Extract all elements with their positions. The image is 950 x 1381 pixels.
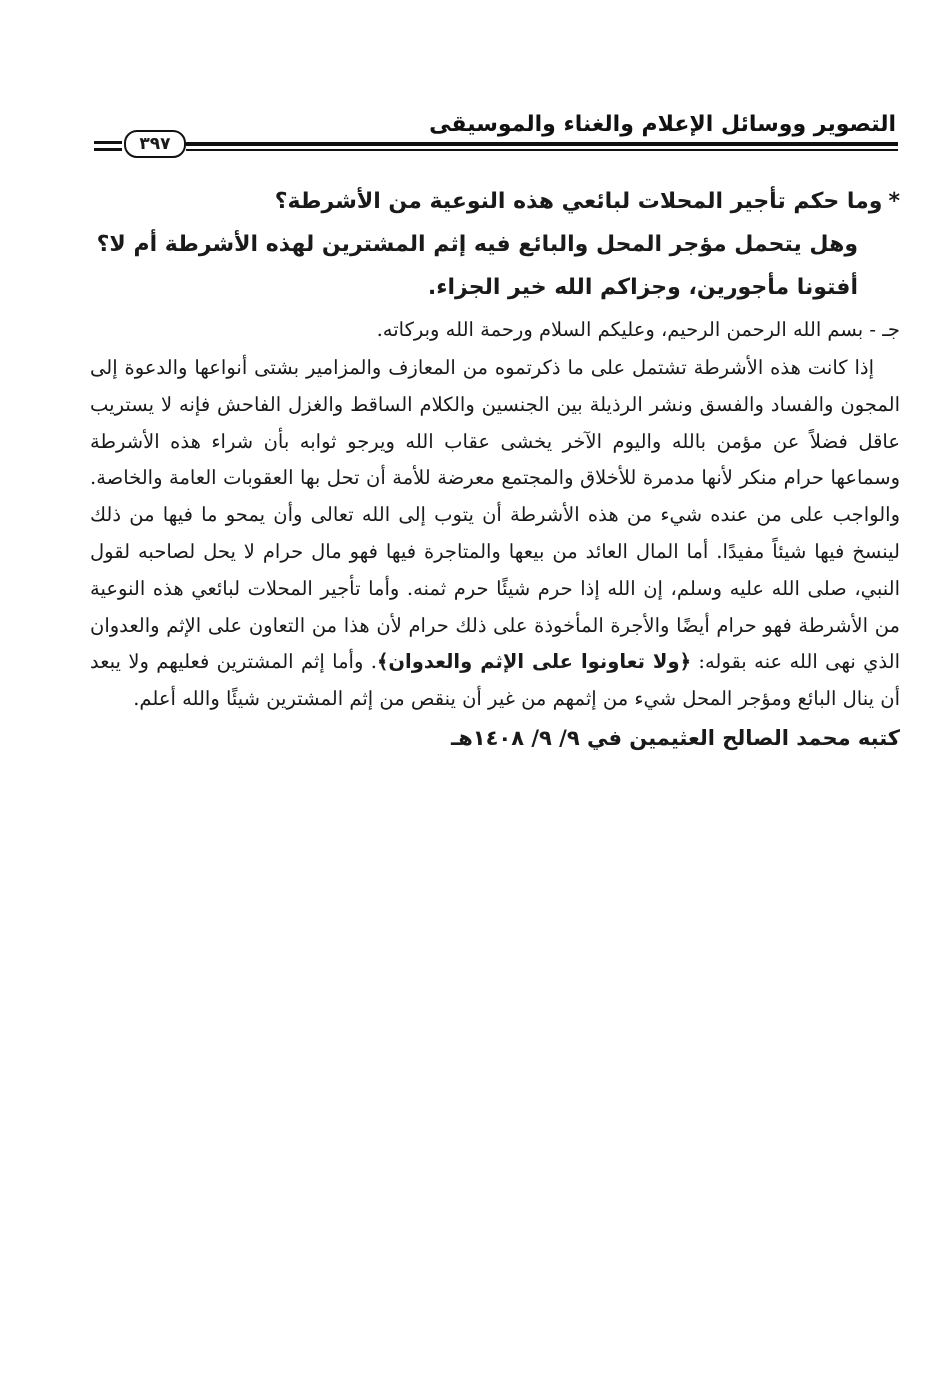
question-line-1 (90, 180, 900, 223)
question-text-1: وما حكم تأجير المحلات لبائعي هذه النوعية من الأشرطة؟ (274, 189, 883, 214)
page-content (90, 180, 900, 758)
header-rule-thick (186, 142, 898, 146)
answer-text-after-verse: . وأما إثم المشترين فعليهم ولا يبعد أن ينال البائع ومؤجر المحل شيء من إثمهم من غير أن ينقص من إثم المشترين شيئًا والله أعلم. (90, 650, 900, 711)
page-header (86, 108, 898, 156)
header-rule-thin (186, 149, 898, 151)
header-dash (94, 141, 122, 144)
fatwa-signature: كتبه محمد الصالح العثيمين في ٩/ ٩/ ١٤٠٨هـ (451, 725, 900, 750)
quran-verse: ﴿ولا تعاونوا على الإثم والعدوان﴾ (376, 650, 692, 674)
question-line-3: أفتونا مأجورين، وجزاكم الله خير الجزاء. (427, 275, 858, 300)
asterisk-icon: * (888, 189, 900, 214)
answer-text-before-verse: إذا كانت هذه الأشرطة تشتمل على ما ذكرتموه من المعازف والمزامير بشتى أنواعها والدعوة إلى المجون والفساد والفسق ونشر الرذيلة بين الجنسين والكلام الساقط والغزل الفاحش فإنه لا يستريب عاقل فضلاً عن مؤمن بالله واليوم الآخر يخشى عقاب الله ويرجو ثوابه بأن شراء هذه الأشرطة وسماعها حرام منكر لأنها مدمرة للأخلاق والمجتمع معرضة للأمة أن تحل بها العقوبات العامة والخاصة. والواجب على من عنده شيء من هذه الأشرطة أن يتوب إلى الله تعالى وأن يمحو ما فيها من ذلك لينسخ فيها شيئاً مفيدًا. أما المال العائد من بيعها والمتاجرة فيها فهو مال حرام لا يحل لصاحبه لقول النبي، صلى الله عليه وسلم، إن الله إذا حرم شيئًا حرم ثمنه. وأما تأجير المحلات لبائعي هذه النوعية من الأشرطة فهو حرام أيضًا والأجرة المأخوذة على ذلك حرام لأن هذا من التعاون على الإثم والعدوان الذي نهى الله عنه بقوله: (90, 356, 901, 674)
page-number-badge: ٣٩٧ (124, 130, 186, 158)
answer-opening: جـ - بسم الله الرحمن الرحيم، وعليكم السلام ورحمة الله وبركاته. (376, 318, 900, 341)
header-dash (94, 148, 122, 151)
running-title: التصوير ووسائل الإعلام والغناء والموسيقى (429, 112, 896, 137)
question-line-2: وهل يتحمل مؤجر المحل والبائع فيه إثم المشترين لهذه الأشرطة أم لا؟ (96, 232, 858, 257)
answer-paragraph (90, 350, 900, 718)
